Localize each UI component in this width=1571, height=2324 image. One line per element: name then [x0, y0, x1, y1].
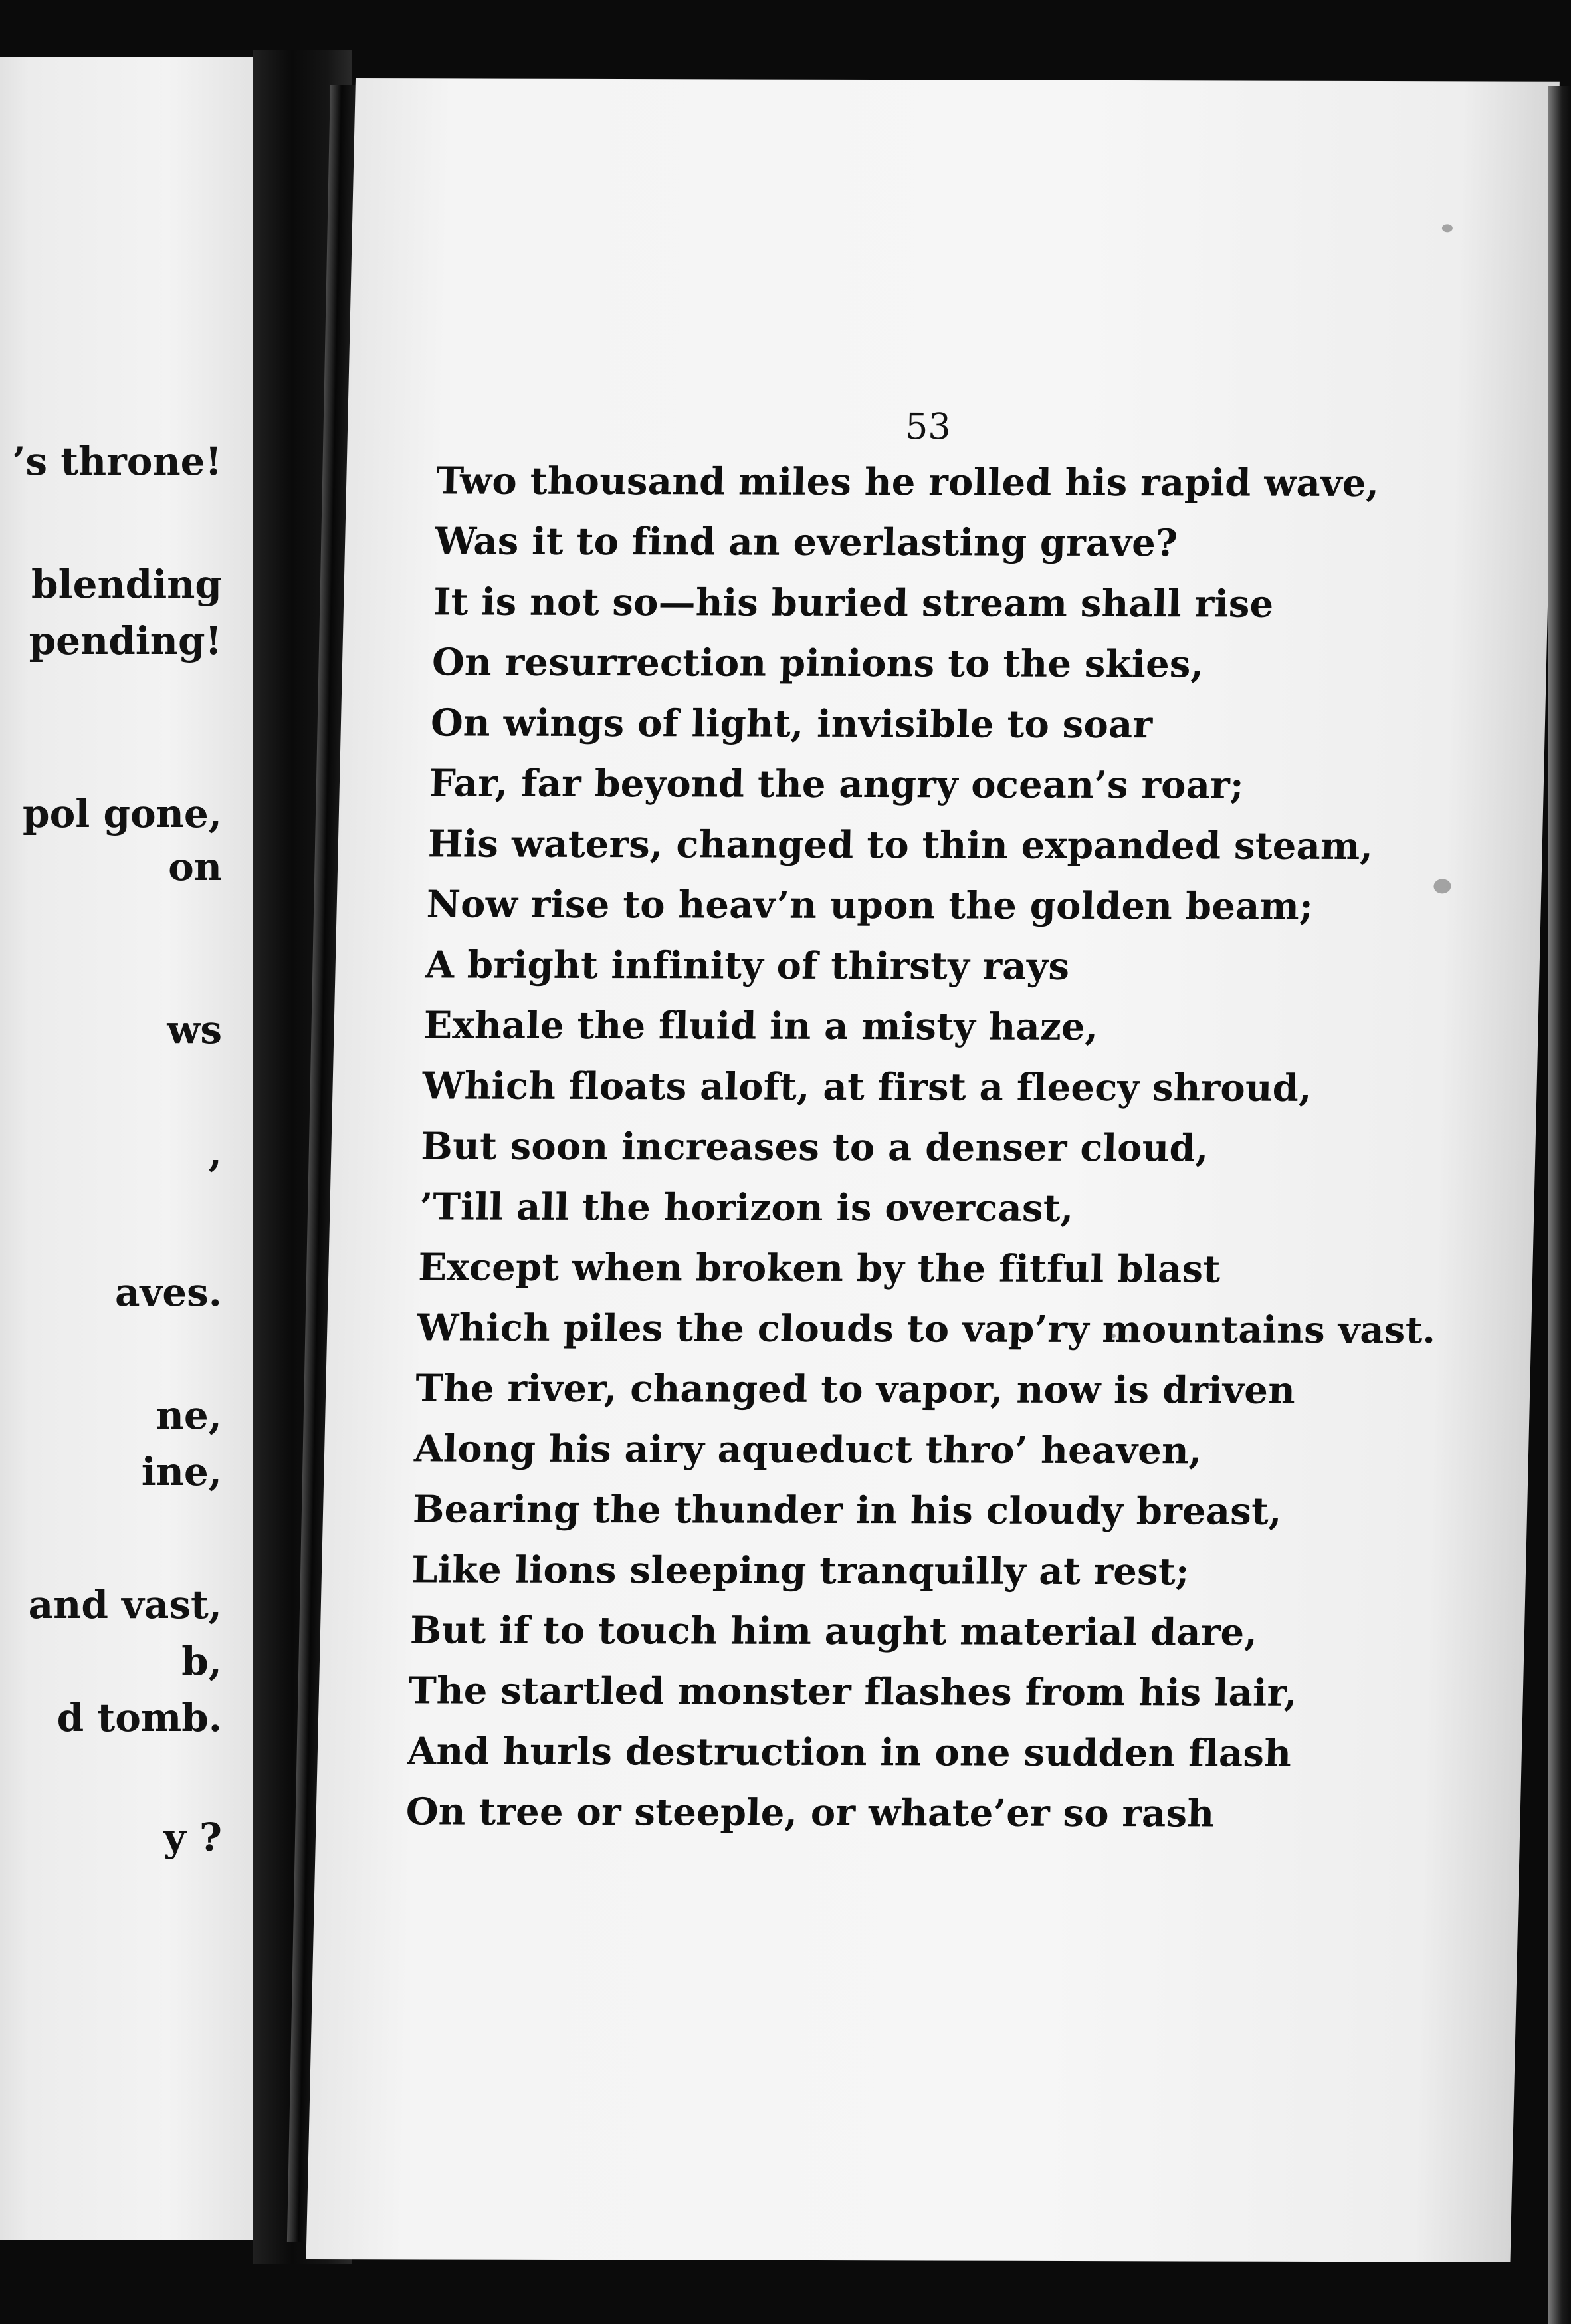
verse-line: Exhale the fluid in a misty haze,	[423, 1003, 1099, 1050]
facing-page-fragment: pending!	[29, 618, 222, 663]
facing-page-fragment: ine,	[141, 1449, 222, 1494]
verse-line: It is not so—his buried stream shall rise	[433, 580, 1275, 626]
verse-line: His waters, changed to thin expanded steam,	[427, 822, 1374, 869]
facing-page-fragment: ,	[208, 1130, 222, 1175]
verse-line: On resurrection pinions to the skies,	[431, 640, 1205, 687]
verse-line: Along his airy aqueduct thro’ heaven,	[413, 1427, 1203, 1473]
verse-line: Which floats aloft, at first a fleecy shroud,	[421, 1064, 1312, 1110]
verse-line: But soon increases to a denser cloud,	[420, 1124, 1209, 1171]
facing-page-fragment: d tomb.	[56, 1695, 222, 1740]
verse-line: Two thousand miles he rolled his rapid wave,	[435, 459, 1380, 506]
verse-line: On wings of light, invisible to soar	[430, 701, 1154, 747]
verse-line: Was it to find an everlasting grave?	[434, 519, 1178, 566]
facing-page-fragment: ne,	[156, 1393, 222, 1438]
verse-line: But if to touch him aught material dare,	[409, 1608, 1258, 1655]
verse-line: Which piles the clouds to vap’ry mountains vast.	[416, 1306, 1437, 1353]
facing-page-fragment: pol gone,	[23, 791, 222, 836]
poem-text-block	[405, 451, 1540, 1845]
paper-speck	[1442, 224, 1453, 232]
book-page	[306, 78, 1560, 2262]
facing-page-fragment: y ?	[163, 1815, 222, 1860]
verse-line: Bearing the thunder in his cloudy breast,	[412, 1487, 1283, 1534]
facing-page-fragment: and vast,	[28, 1582, 222, 1627]
facing-page-fragment: aves.	[114, 1270, 222, 1315]
verse-line: ’Till all the horizon is overcast,	[419, 1185, 1075, 1230]
facing-page-fragment: ws	[167, 1007, 222, 1052]
page-number: 53	[904, 406, 952, 448]
verse-line: Now rise to heav’n upon the golden beam;	[426, 882, 1314, 929]
verse-line: Except when broken by the fitful blast	[417, 1245, 1221, 1292]
verse-line: Like lions sleeping tranquilly at rest;	[411, 1548, 1190, 1594]
verse-line: The river, changed to vapor, now is driven	[415, 1366, 1296, 1413]
facing-page-fragment: blending	[31, 562, 222, 607]
facing-page-fragment: on	[168, 844, 222, 889]
facing-page-fragment: b,	[181, 1639, 222, 1684]
verse-line: On tree or steeple, or whate’er so rash	[405, 1790, 1215, 1836]
verse-line: And hurls destruction in one sudden flash	[407, 1729, 1292, 1776]
facing-page	[0, 57, 253, 2240]
verse-line: The startled monster flashes from his lair,	[408, 1669, 1298, 1715]
facing-page-fragment: ’s throne!	[12, 439, 222, 484]
verse-line: Far, far beyond the angry ocean’s roar;	[429, 761, 1245, 808]
page-edge-shadow	[1548, 86, 1571, 2324]
verse-line: A bright infinity of thirsty rays	[424, 943, 1070, 988]
